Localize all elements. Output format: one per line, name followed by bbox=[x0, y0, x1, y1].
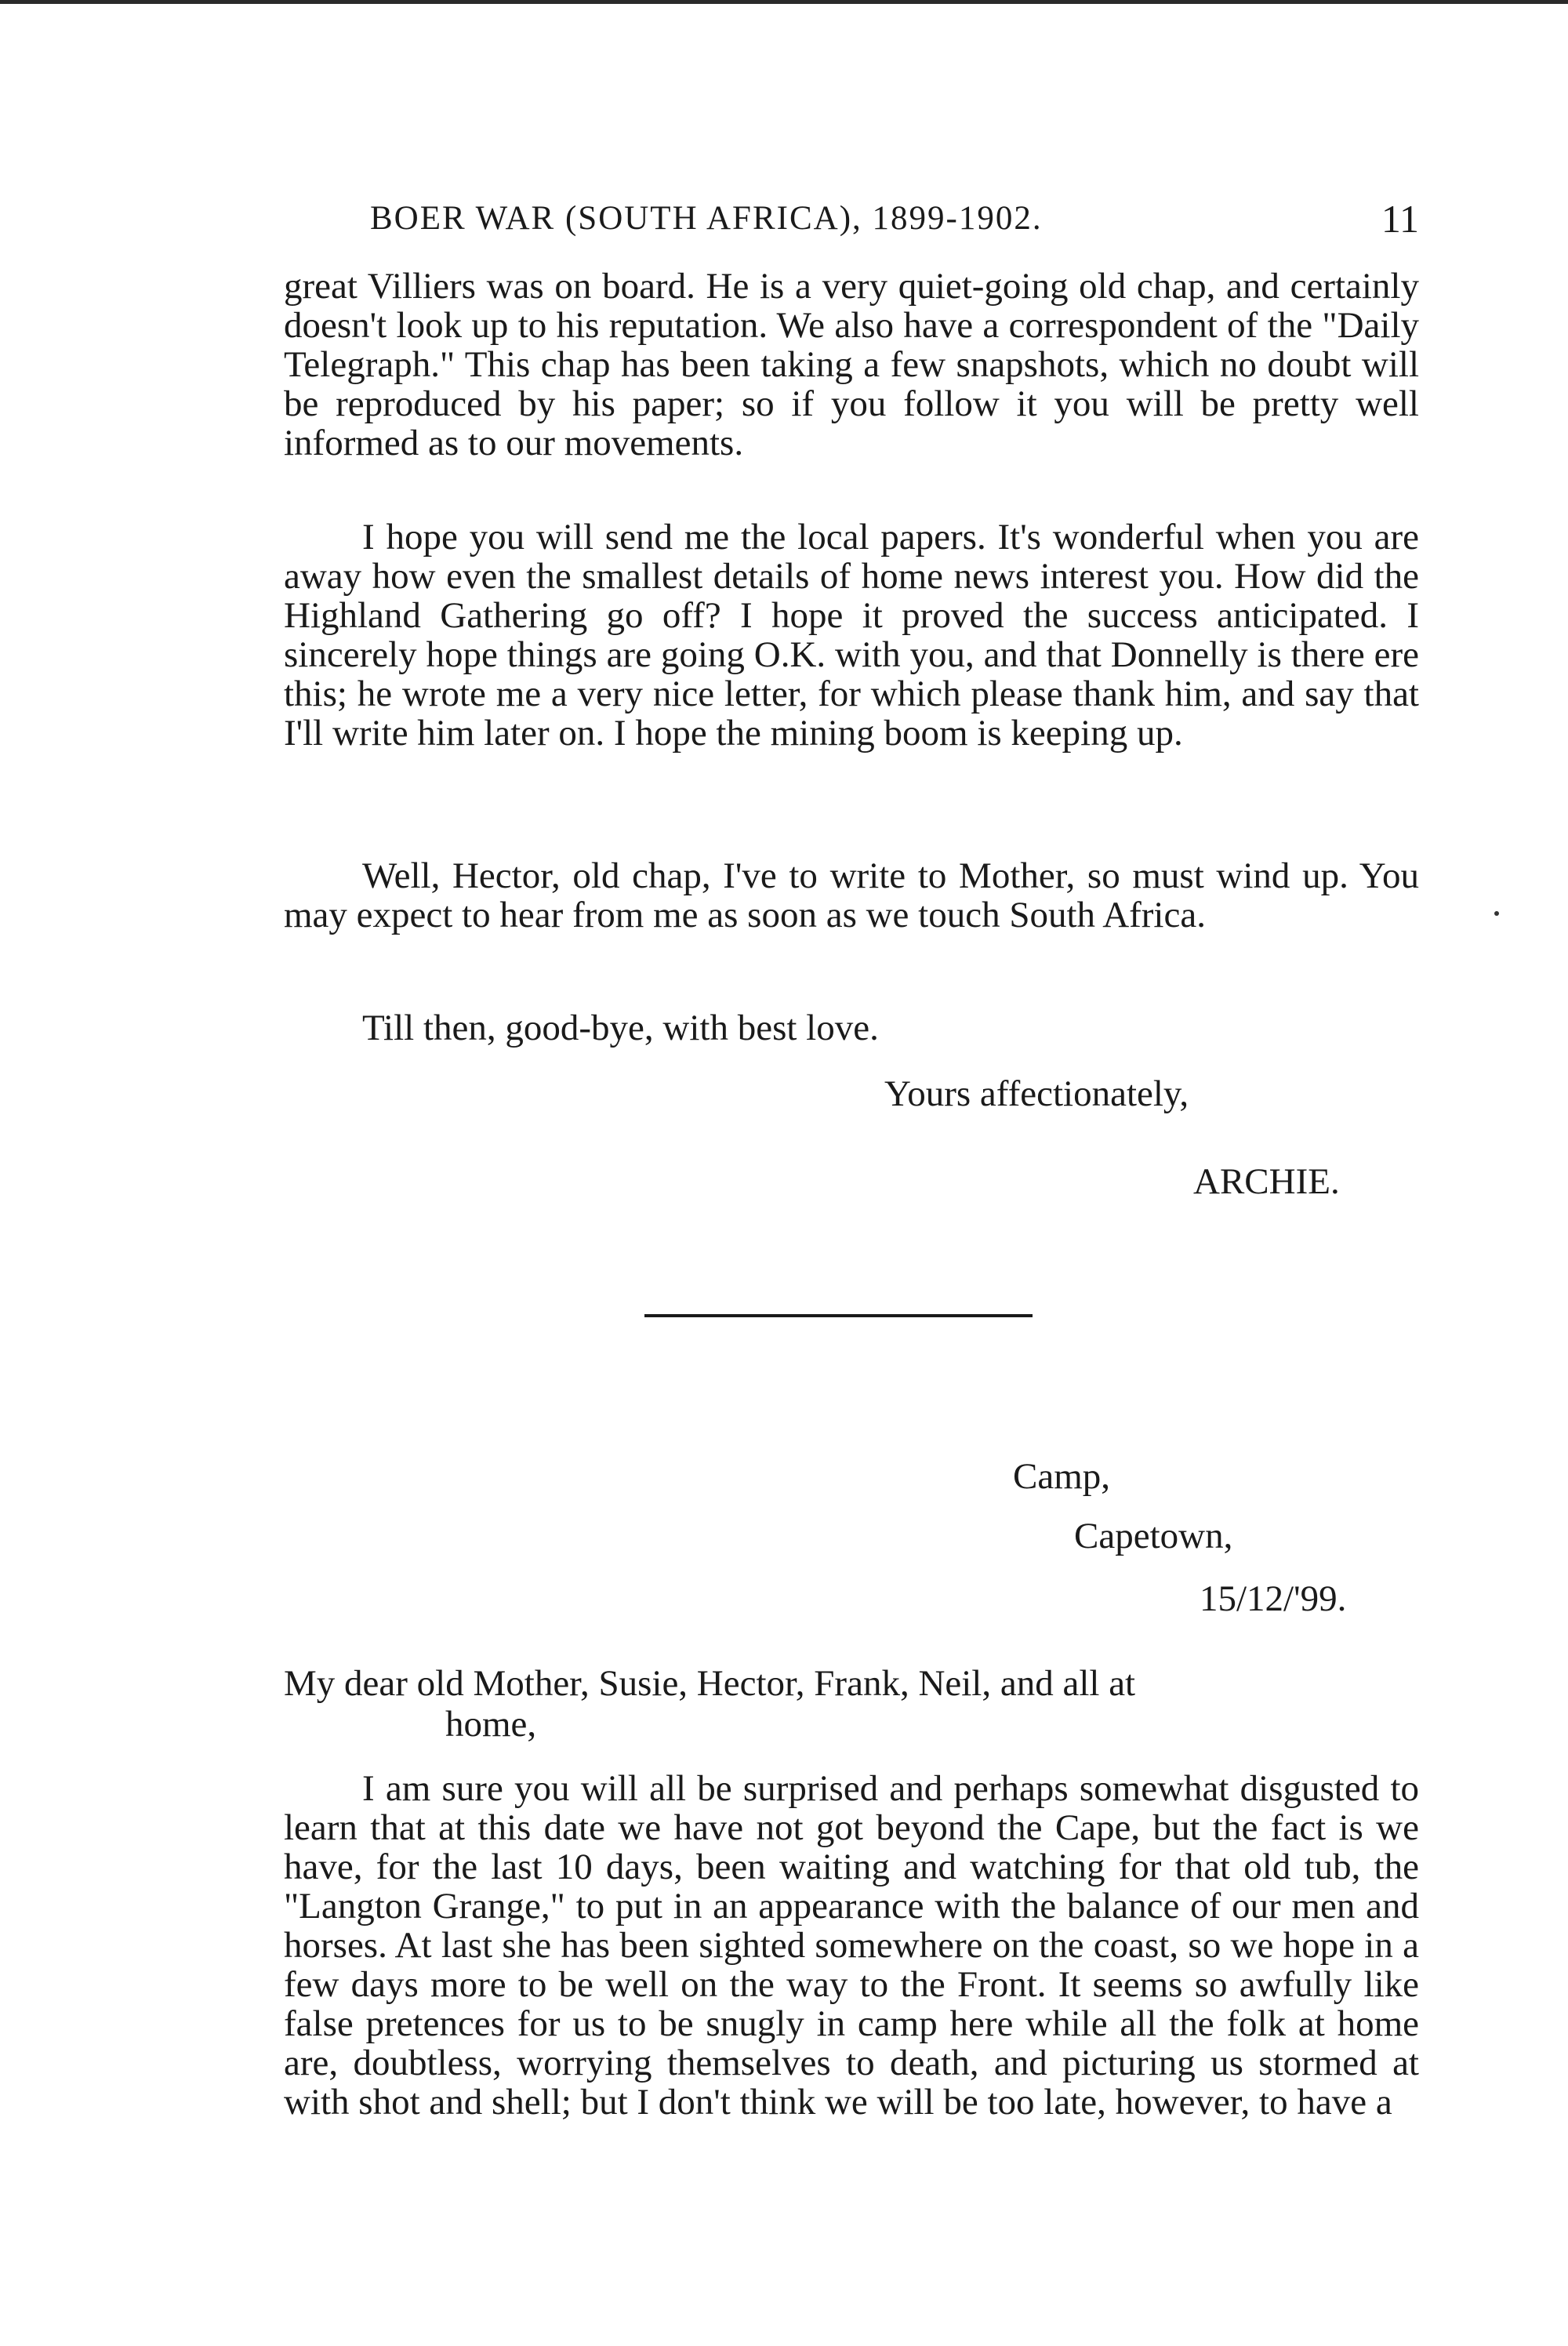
paragraph-text: Till then, good-bye, with best love. bbox=[362, 1008, 879, 1048]
letter1-paragraph-3 bbox=[284, 856, 1419, 935]
paragraph-text: I hope you will send me the local papers. It's wonderful when you are away how even the smallest details of home news interest you. How did the Highland Gathering go off? I hope it proved the success anticipated. I sincerely hope things are going O.K. with you, and that Donnelly is there ere this; he wrote me a very nice letter, for which please thank him, and say that I'll write him later on. I hope the mining boom is keeping up. bbox=[284, 517, 1419, 754]
print-speck bbox=[1494, 911, 1499, 916]
paragraph-text: I am sure you will all be surprised and perhaps somewhat disgusted to learn that at this date we have not got beyond the Cape, but the fact is we have, for the last 10 days, been waiting and watching for that old tub, the "Langton Grange," to put in an appearance with the balance of our men and horses. At last she has been sighted somewhere on the coast, so we hope in a few days more to be well on the way to the Front. It seems so awfully like false pretences for us to be snugly in camp here while all the folk at home are, doubtless, worrying themselves to death, and picturing us stormed at with shot and shell; but I don't think we will be too late, however, to have a bbox=[284, 1768, 1419, 2123]
letter-divider bbox=[644, 1314, 1033, 1317]
letter2-salutation-continued: home, bbox=[445, 1704, 537, 1745]
paragraph-text: great Villiers was on board. He is a very quiet-going old chap, and certainly doesn't look up to his reputation. We also have a correspondent of the "Daily Telegraph." This chap has been taking a few snapshots, which no doubt will be reproduced by his paper; so if you follow it you will be pretty well informed as to our movements. bbox=[284, 266, 1419, 463]
running-title: BOER WAR (SOUTH AFRICA), 1899-1902. bbox=[370, 200, 1043, 237]
letter1-paragraph-2 bbox=[284, 518, 1419, 753]
letter2-salutation: My dear old Mother, Susie, Hector, Frank, Neil, and all at bbox=[284, 1663, 1136, 1704]
letter1-signature: ARCHIE. bbox=[1193, 1161, 1340, 1202]
running-head bbox=[284, 196, 1419, 251]
page-top-edge bbox=[0, 0, 1568, 4]
letter1-closing: Yours affectionately, bbox=[884, 1073, 1189, 1114]
letter2-paragraph-1 bbox=[284, 1769, 1419, 2122]
page-number: 11 bbox=[1381, 197, 1419, 241]
paragraph-text: Well, Hector, old chap, I've to write to Mother, so must wind up. You may expect to hear from me as soon as we touch South Africa. bbox=[284, 855, 1419, 935]
letter2-date: 15/12/'99. bbox=[1200, 1578, 1347, 1619]
letter1-paragraph-4 bbox=[284, 1008, 1419, 1048]
letter1-paragraph-1 bbox=[284, 267, 1419, 463]
letter2-address-camp: Camp, bbox=[1013, 1456, 1111, 1497]
letter2-address-capetown: Capetown, bbox=[1074, 1516, 1233, 1556]
